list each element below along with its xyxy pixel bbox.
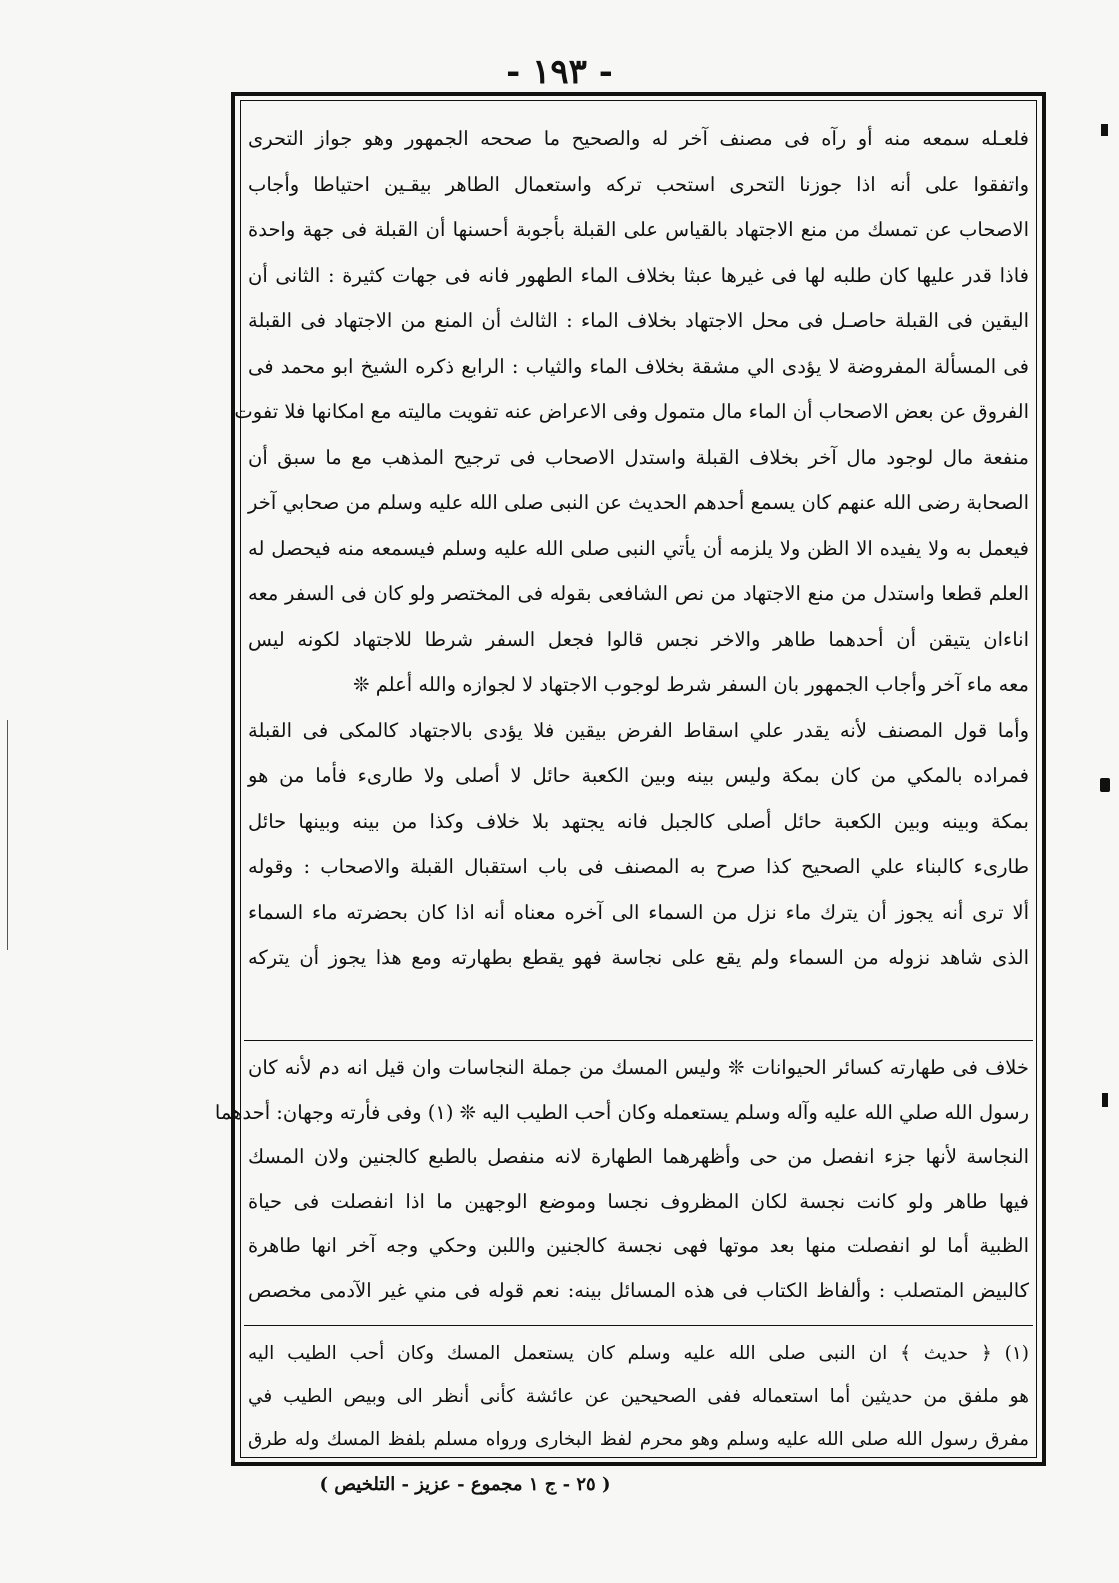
commentary-line: النجاسة لأنها جزء انفصل من حى وأظهرهما الطهارة لانه منفصل بالطبع كالجنين ولان المسك — [248, 1145, 1029, 1168]
commentary-line: فيها طاهر ولو كانت نجسة لكان المظروف نجسا وموضع الوجهين ما اذا انفصلت فى حياة — [248, 1189, 1029, 1213]
main-text-line: الذى شاهد نزوله من السماء ولم يقع على نجاسة فهو يقطع بطهارته ومع هذا يجوز أن يتركه — [248, 946, 1029, 969]
main-text-line: اناءان يتيقن أن أحدهما طاهر والاخر نجس قالوا فجعل السفر شرطا للاجتهاد لكونه ليس — [248, 627, 1029, 651]
main-text-line: وأما قول المصنف لأنه يقدر علي اسقاط الفرض بيقين فلا يؤدى بالاجتهاد كالمكى فى القبلة — [248, 718, 1029, 742]
commentary-line: كالبيض المتصلب : وألفاظ الكتاب فى هذه المسائل بينه: نعم قوله فى مني غير الآدمى مخصص — [248, 1278, 1029, 1302]
margin-ink-mark — [1101, 124, 1108, 136]
main-text-line: طارىء كالبناء علي الصحيح كذا صرح به المصنف فى باب استقبال القبلة والاصحاب : وقوله — [248, 855, 1029, 878]
main-text-line: فلعـله سمعه منه أو رآه فى مصنف آخر له والصحيح ما صححه الجمهور وهو جواز التحرى — [248, 127, 1029, 150]
main-text-line: العلم قطعا واستدل من منع الاجتهاد من نص الشافعى بقوله فى المختصر ولو كان فى السفر معه — [248, 582, 1029, 605]
footnote-line: مفرق رسول الله صلى الله عليه وسلم وهو محرم لفظ البخارى ورواه مسلم بلفظ المسك وله طرق — [248, 1429, 1029, 1450]
main-text-line: الفروق عن بعض الاصحاب أن الماء مال متمول وفى الاعراض عنه تفويت ماليته مع امكانها فلا تفوت — [234, 400, 1029, 423]
margin-ink-mark — [1100, 778, 1110, 792]
footnote-text — [244, 1332, 1033, 1461]
footnote-line: هو ملفق من حديثين أما استعماله ففى الصحيحين عن عائشة كأنى أنظر الى وبيص الطيب في — [248, 1386, 1029, 1407]
printer-signature: ( ٢٥ - ج ١ مجموع - عزيز - التلخيص ) — [319, 1474, 611, 1495]
page-number: - ١٩٣ - — [506, 52, 613, 92]
main-text-line: بمكة وبينه وبين الكعبة حائل أصلى كالجبل فانه يجتهد بلا خلاف وكذا من بينه وبينها حائل — [248, 809, 1029, 833]
main-text-line: الاصحاب عن تمسك من منع الاجتهاد بالقياس على القبلة بأجوبة أحسنها أن القبلة فى جهة واحدة — [248, 218, 1029, 241]
footnote-divider — [244, 1325, 1033, 1326]
margin-ink-mark — [1102, 1093, 1108, 1107]
commentary-line: الظبية أما لو انفصلت منها بعد موتها فهى نجسة كالجنين واللبن وحكي وجه آخر انها طاهرة — [248, 1234, 1029, 1257]
main-text-line: منفعة مال لوجود مال آخر بخلاف القبلة واستدل الاصحاب فى ترجيح المذهب مع ما سبق أن — [248, 445, 1029, 469]
scan-edge-line — [7, 720, 8, 950]
main-text-line: فى المسألة المفروضة لا يؤدى الي مشقة بخلاف الماء والثياب : الرابع ذكره الشيخ ابو محمد فى — [248, 354, 1029, 378]
main-text-line: الصحابة رضى الله عنهم كان يسمع أحدهم الحديث عن النبى صلى الله عليه وسلم من صحابي آخر — [248, 491, 1029, 514]
commentary-divider — [244, 1040, 1033, 1041]
main-text-line: فيعمل به ولا يفيده الا الظن ولا يلزمه أن يأتي النبى صلى الله عليه وسلم فيسمعه منه فيحصل له — [248, 536, 1029, 560]
commentary-text — [214, 1046, 1033, 1313]
commentary-line: خلاف فى طهارته كسائر الحيوانات ❊ وليس المسك من جملة النجاسات وان قيل انه دم لأنه كان — [248, 1056, 1029, 1079]
main-text-line: فمراده بالمكي من كان بمكة وليس بينه وبين الكعبة حائل لا أصلى ولا طارىء فأما من هو — [248, 764, 1029, 787]
main-text-line: ألا ترى أنه يجوز أن يترك ماء نزل من السماء الى آخره معناه أنه اذا كان بحضرته ماء السماء — [248, 900, 1029, 924]
main-text-line: معه ماء آخر وأجاب الجمهور بان السفر شرط لوجوب الاجتهاد لا لجوازه والله أعلم ❊ — [353, 673, 1029, 696]
commentary-line: رسول الله صلي الله عليه وآله وسلم يستعمله وكان أحب الطيب اليه ❊ (١) وفى فأرته وجهان: أحدهما — [214, 1100, 1029, 1124]
footnote-line: (١) ﴿ حديث ﴾ ان النبى صلى الله عليه وسلم كان يستعمل المسك وكان أحب الطيب اليه — [248, 1343, 1029, 1364]
main-text-line: واتفقوا على أنه اذا جوزنا التحرى استحب تركه واستعمال الطاهر بيقـين احتياطا وأجاب — [248, 172, 1029, 196]
main-text — [234, 116, 1033, 981]
main-text-line: فاذا قدر عليها كان طلبه لها فى غيرها عبثا بخلاف الماء الطهور فانه فى جهات كثيرة : الثانى أن — [248, 263, 1029, 287]
main-text-line: اليقين فى القبلة حاصـل فى محل الاجتهاد بخلاف الماء : الثالث أن المنع من الاجتهاد فى القبلة — [248, 309, 1029, 332]
